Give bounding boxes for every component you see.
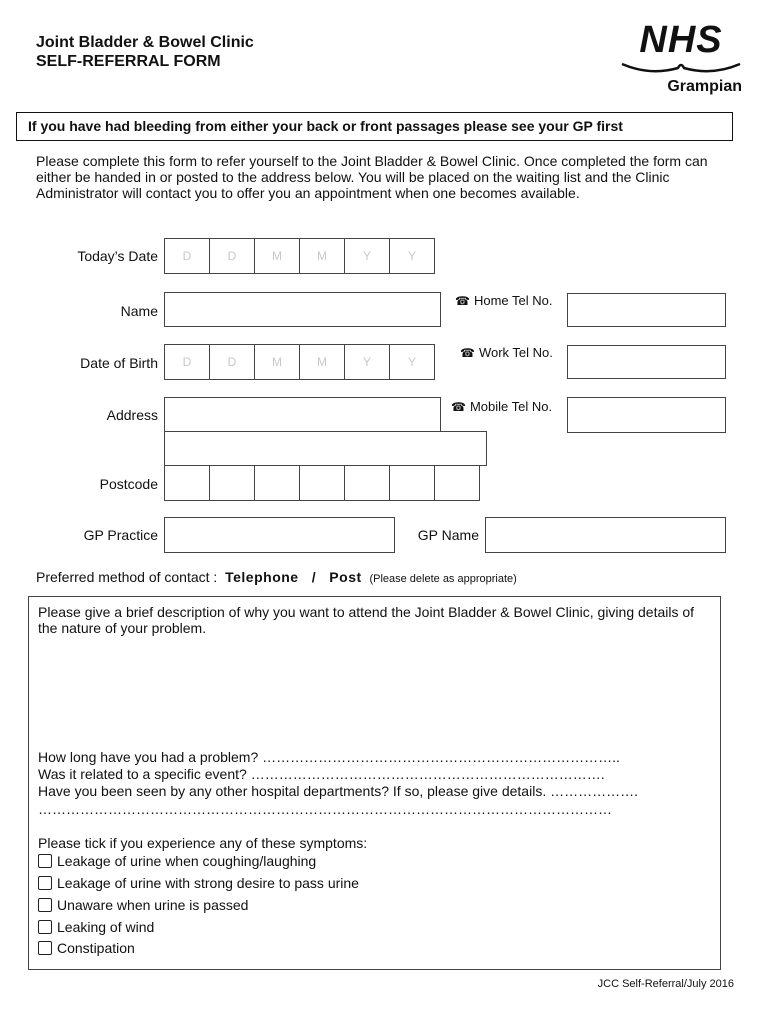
date-cell[interactable]: Y xyxy=(344,238,390,274)
postcode-cell[interactable] xyxy=(299,465,345,501)
form-reference: JCC Self-Referral/July 2016 xyxy=(597,978,734,990)
date-cell[interactable]: M xyxy=(299,238,345,274)
contact-note: (Please delete as appropriate) xyxy=(369,573,517,585)
symptom-item[interactable] xyxy=(38,897,248,913)
dob-cell[interactable]: Y xyxy=(344,344,390,380)
home-tel-text: Home Tel No. xyxy=(473,293,553,308)
symptom-label: Leakage of urine when coughing/laughing xyxy=(57,853,317,869)
problem-description-box[interactable] xyxy=(28,596,721,970)
postcode-cell[interactable] xyxy=(209,465,255,501)
postcode-input[interactable] xyxy=(164,465,480,501)
checkbox-icon[interactable] xyxy=(38,941,52,955)
gp-practice-label: GP Practice xyxy=(83,527,158,543)
phone-icon: ☎ xyxy=(460,346,475,360)
symptom-item[interactable] xyxy=(38,919,154,935)
date-cell[interactable]: D xyxy=(164,238,210,274)
checkbox-icon[interactable] xyxy=(38,898,52,912)
address-field-line1[interactable] xyxy=(164,397,441,432)
postcode-cell[interactable] xyxy=(164,465,210,501)
address-label: Address xyxy=(106,407,158,423)
symptom-label: Leakage of urine with strong desire to pass urine xyxy=(57,875,359,891)
checkbox-icon[interactable] xyxy=(38,854,52,868)
home-tel-label xyxy=(455,293,552,308)
todays-date-input[interactable] xyxy=(164,238,435,274)
mobile-tel-field[interactable] xyxy=(567,397,726,433)
address-field-line2[interactable] xyxy=(164,431,487,466)
date-cell[interactable]: Y xyxy=(389,238,435,274)
logo-wave-icon xyxy=(620,60,742,80)
intro-text: Please complete this form to refer yourself to the Joint Bladder & Bowel Clinic. Once completed the form can either be handed in or posted to the address below. You will be placed on the waiting list and the Clinic Administrator will contact you to offer you an appointment when one becomes available. xyxy=(36,153,708,201)
phone-icon: ☎ xyxy=(451,400,466,414)
preferred-contact xyxy=(36,569,517,585)
name-label: Name xyxy=(120,303,158,319)
question-other-departments[interactable]: Have you been seen by any other hospital departments? If so, please give details. ………………. xyxy=(38,783,638,799)
home-tel-field[interactable] xyxy=(567,293,726,327)
description-prompt: Please give a brief description of why you want to attend the Joint Bladder & Bowel Clinic, giving details of the nature of your problem. xyxy=(38,604,695,636)
form-name: SELF-REFERRAL FORM xyxy=(36,53,221,70)
dob-cell[interactable]: D xyxy=(164,344,210,380)
phone-icon: ☎ xyxy=(455,294,470,308)
checkbox-icon[interactable] xyxy=(38,876,52,890)
mobile-tel-label xyxy=(451,399,552,414)
nhs-logo-mark xyxy=(622,19,740,61)
dob-input[interactable] xyxy=(164,344,435,380)
work-tel-label xyxy=(460,345,553,360)
dob-cell[interactable]: M xyxy=(299,344,345,380)
form-title xyxy=(36,33,254,71)
gp-name-field[interactable] xyxy=(485,517,726,553)
dob-cell[interactable]: Y xyxy=(389,344,435,380)
date-cell[interactable]: D xyxy=(209,238,255,274)
postcode-cell[interactable] xyxy=(434,465,480,501)
dob-cell[interactable]: M xyxy=(254,344,300,380)
gp-practice-field[interactable] xyxy=(164,517,395,553)
dob-cell[interactable]: D xyxy=(209,344,255,380)
question-duration[interactable]: How long have you had a problem? ………………………………………………………………….. xyxy=(38,749,620,765)
symptom-label: Leaking of wind xyxy=(57,919,155,935)
dob-label: Date of Birth xyxy=(80,355,158,371)
nhs-logo-region: Grampian xyxy=(667,78,742,95)
postcode-cell[interactable] xyxy=(344,465,390,501)
symptom-item[interactable] xyxy=(38,875,359,891)
symptom-label: Unaware when urine is passed xyxy=(57,897,249,913)
contact-options[interactable]: Telephone / Post xyxy=(225,569,362,585)
postcode-cell[interactable] xyxy=(389,465,435,501)
symptom-label: Constipation xyxy=(57,940,135,956)
postcode-label: Postcode xyxy=(99,476,158,492)
work-tel-field[interactable] xyxy=(567,345,726,379)
symptoms-heading: Please tick if you experience any of these symptoms: xyxy=(38,835,368,851)
nhs-grampian-logo xyxy=(620,19,742,96)
postcode-cell[interactable] xyxy=(254,465,300,501)
date-cell[interactable]: M xyxy=(254,238,300,274)
question-event[interactable]: Was it related to a specific event? …………………………………………………………………. xyxy=(38,766,605,782)
clinic-name: Joint Bladder & Bowel Clinic xyxy=(36,34,254,51)
mobile-tel-text: Mobile Tel No. xyxy=(469,399,553,414)
checkbox-icon[interactable] xyxy=(38,920,52,934)
name-field[interactable] xyxy=(164,292,441,327)
nhs-logo-text: NHS xyxy=(639,19,723,61)
gp-name-label: GP Name xyxy=(417,527,479,543)
symptom-item[interactable] xyxy=(38,940,135,956)
todays-date-label: Today’s Date xyxy=(77,248,158,264)
question-other-departments-continued[interactable]: …………………………………………………………………………………………………………… xyxy=(38,801,612,817)
bleeding-warning: If you have had bleeding from either your back or front passages please see your GP first xyxy=(16,112,733,141)
contact-prefix: Preferred method of contact : xyxy=(36,569,218,585)
work-tel-text: Work Tel No. xyxy=(478,345,553,360)
symptom-item[interactable] xyxy=(38,853,316,869)
